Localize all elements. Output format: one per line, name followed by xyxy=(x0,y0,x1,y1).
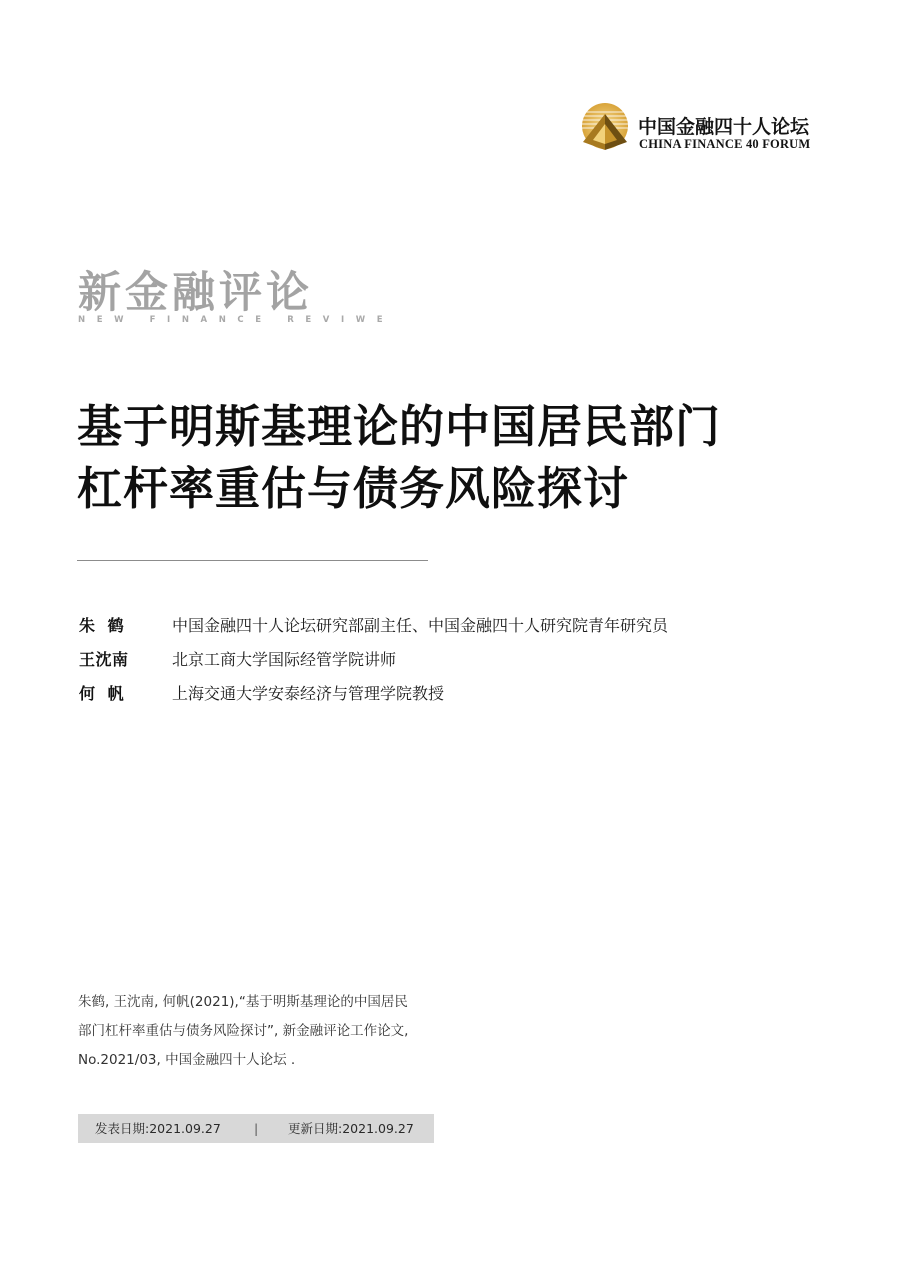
forum-pyramid-logo-icon xyxy=(578,102,632,156)
author-affiliation: 上海交通大学安泰经济与管理学院教授 xyxy=(172,684,445,703)
paper-title xyxy=(77,396,857,520)
dates-bar xyxy=(78,1114,434,1143)
brand-name-cn: 新金融评论 xyxy=(78,268,313,318)
logo-name-en: CHINA FINANCE 40 FORUM xyxy=(639,137,811,151)
author-row xyxy=(79,612,859,646)
author-affiliation: 中国金融四十人论坛研究部副主任、中国金融四十人研究院青年研究员 xyxy=(172,616,669,635)
author-name: 王沈南 xyxy=(79,650,129,669)
author-name: 朱 鹤 xyxy=(79,616,125,635)
citation-line-3: No.2021/03, 中国金融四十人论坛 . xyxy=(78,1052,296,1068)
updated-date: 更新日期:2021.09.27 xyxy=(288,1121,414,1136)
title-divider xyxy=(77,560,428,561)
citation xyxy=(78,988,478,1075)
logo-name-cn: 中国金融四十人论坛 xyxy=(638,116,810,138)
date-separator: | xyxy=(254,1121,259,1136)
citation-line-2: 部门杠杆率重估与债务风险探讨”, 新金融评论工作论文, xyxy=(78,1023,409,1039)
title-line-2: 杠杆率重估与债务风险探讨 xyxy=(77,462,630,515)
author-list xyxy=(79,612,859,714)
author-row xyxy=(79,680,859,714)
published-date: 发表日期:2021.09.27 xyxy=(95,1121,221,1136)
author-name: 何 帆 xyxy=(79,684,125,703)
series-brand xyxy=(78,268,394,325)
title-line-1: 基于明斯基理论的中国居民部门 xyxy=(77,400,722,453)
author-row xyxy=(79,646,859,680)
brand-name-en: NEW FINANCE REVIWE xyxy=(78,315,395,325)
citation-line-1: 朱鹤, 王沈南, 何帆(2021),“基于明斯基理论的中国居民 xyxy=(78,994,408,1010)
forum-logo xyxy=(578,102,838,162)
author-affiliation: 北京工商大学国际经管学院讲师 xyxy=(172,650,397,669)
